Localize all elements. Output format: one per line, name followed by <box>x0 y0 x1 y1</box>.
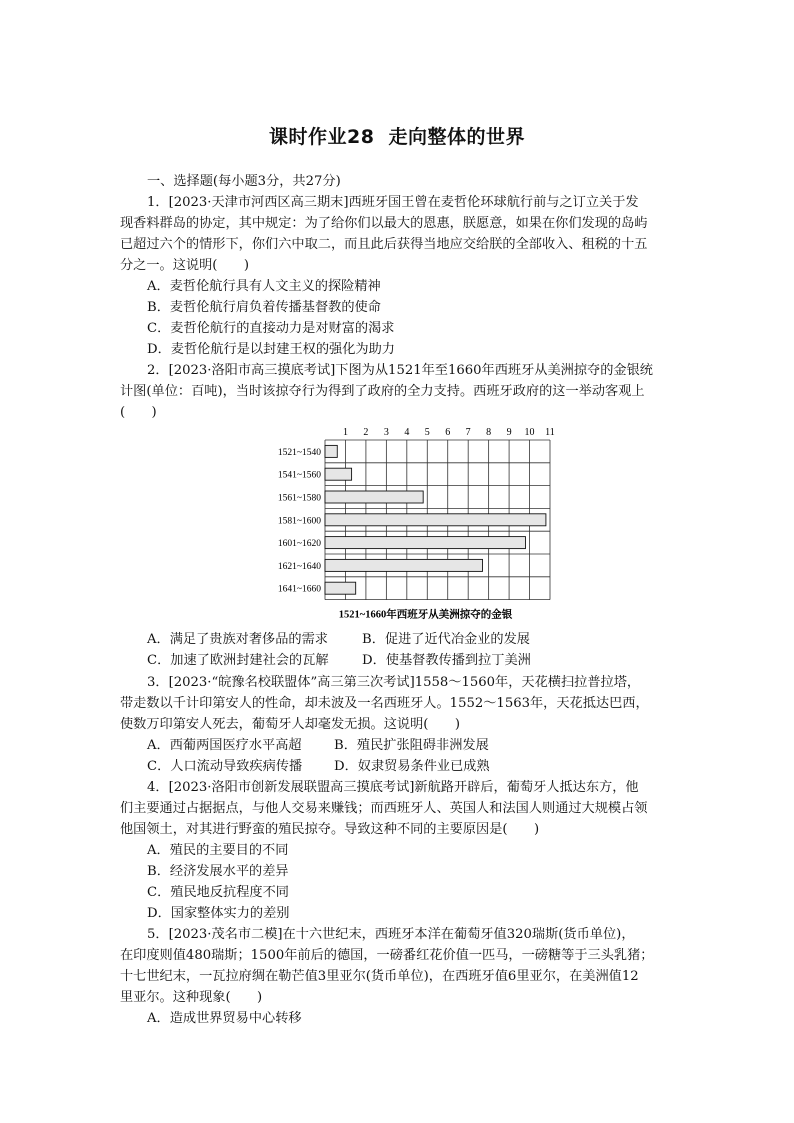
q1-option-d: D．麦哲伦航行是以封建王权的强化为助力 <box>147 342 395 357</box>
chart-x-tick-label: 5 <box>424 427 430 438</box>
q4-line: 们主要通过占据据点，与他人交易来赚钱；而西班牙人、英国人和法国人则通过大规模占领 <box>120 801 648 816</box>
chart-x-tick-label: 3 <box>383 427 389 438</box>
q2-option-a: A．满足了贵族对奢侈品的需求 <box>147 632 328 647</box>
q2-option-b: B．促进了近代冶金业的发展 <box>362 632 530 647</box>
q1-line: 现香料群岛的协定，其中规定：为了给你们以最大的恩惠，朕愿意，如果在你们发现的岛屿 <box>120 216 648 231</box>
q3-line: 带走数以千计印第安人的性命，却未波及一名西班牙人。1552～1563年，天花抵达巴西， <box>120 696 649 711</box>
chart-bar <box>325 514 546 526</box>
q4-option-c: C．殖民地反抗程度不同 <box>147 885 289 900</box>
chart-x-tick-label: 6 <box>445 427 451 438</box>
q3-line: 使数万印第安人死去，葡萄牙人却毫发无损。这说明( ) <box>120 717 460 732</box>
q1-option-a: A．麦哲伦航行具有人文主义的探险精神 <box>147 279 381 294</box>
chart-title: 1521~1660年西班牙从美洲掠夺的金银 <box>338 609 513 621</box>
chart-category-label: 1581~1600 <box>277 516 321 527</box>
q5-line: 十七世纪末，一瓦拉府绸在勒芒值3里亚尔(货币单位)，在西班牙值6里亚尔，在美洲值12 <box>120 969 639 984</box>
q2-option-c: C．加速了欧洲封建社会的瓦解 <box>147 653 329 668</box>
chart-category-label: 1541~1560 <box>277 470 321 481</box>
chart-x-tick-label: 1 <box>342 427 348 438</box>
chart-category-label: 1621~1640 <box>277 561 321 572</box>
title-topic: 走向整体的世界 <box>388 126 525 148</box>
chart-category-label: 1641~1660 <box>277 584 321 595</box>
chart-x-tick-label: 10 <box>524 427 535 438</box>
chart-bar <box>325 559 483 571</box>
q1-option-c: C．麦哲伦航行的直接动力是对财富的渴求 <box>147 321 395 336</box>
chart-x-tick-label: 2 <box>363 427 369 438</box>
chart-bar <box>325 445 337 457</box>
q3-line: 3．[2023·“皖豫名校联盟体”高三第三次考试]1558～1560年，天花横扫拉普拉塔， <box>147 675 641 690</box>
q2-line: 计图(单位：百吨)，当时该掠夺行为得到了政府的全力支持。西班牙政府的这一举动客观上 <box>120 384 645 399</box>
chart-bar <box>325 537 525 549</box>
section-header: 一、选择题(每小题3分，共27分) <box>147 174 341 189</box>
q3-option-d: D．奴隶贸易条件业已成熟 <box>334 759 490 774</box>
chart-bar <box>325 491 423 503</box>
chart-x-tick-label: 7 <box>465 427 471 438</box>
chart-category-label: 1521~1540 <box>277 447 321 458</box>
q4-line: 4．[2023·洛阳市创新发展联盟高三摸底考试]新航路开辟后，葡萄牙人抵达东方，他 <box>147 780 639 795</box>
chart-x-tick-label: 9 <box>506 427 512 438</box>
q5-line: 5．[2023·茂名市二模]在十六世纪末，西班牙本洋在葡萄牙值320瑞斯(货币单位)， <box>147 927 635 942</box>
q2-line: ( ) <box>120 405 157 420</box>
q1-option-b: B．麦哲伦航行肩负着传播基督教的使命 <box>147 300 381 315</box>
q2-line: 2．[2023·洛阳市高三摸底考试]下图为从1521年至1660年西班牙从美洲掠夺的金银统 <box>147 363 653 378</box>
q5-line: 里亚尔。这种现象( ) <box>120 990 263 1005</box>
q3-option-a: A．西葡两国医疗水平高超 <box>147 738 302 753</box>
chart-category-label: 1601~1620 <box>277 539 321 550</box>
chart-x-tick-label: 8 <box>486 427 492 438</box>
q4-option-a: A．殖民的主要目的不同 <box>147 843 289 858</box>
q4-line: 他国领土，对其进行野蛮的殖民掠夺。导致这种不同的主要原因是( ) <box>120 822 540 837</box>
page-title <box>0 122 794 149</box>
gold-silver-bar-chart <box>260 424 560 634</box>
chart-x-tick-label: 4 <box>404 427 410 438</box>
q4-option-b: B．经济发展水平的差异 <box>147 864 289 879</box>
chart-bar <box>325 582 356 594</box>
q5-line: 在印度则值480瑞斯；1500年前后的德国，一磅番红花价值一匹马，一磅糖等于三头乳猪； <box>120 948 654 963</box>
q1-line: 1．[2023·天津市河西区高三期末]西班牙国王曾在麦哲伦环球航行前与之订立关于发 <box>147 195 639 210</box>
q5-option-a: A．造成世界贸易中心转移 <box>147 1011 302 1026</box>
chart-x-tick-label: 11 <box>545 427 555 438</box>
q1-line: 分之一。这说明( ) <box>120 258 249 273</box>
title-lesson: 课时作业28 <box>269 126 375 148</box>
q3-option-b: B．殖民扩张阻碍非洲发展 <box>334 738 489 753</box>
chart-bar <box>325 468 352 480</box>
q2-option-d: D．使基督教传播到拉丁美洲 <box>362 653 531 668</box>
q4-option-d: D．国家整体实力的差别 <box>147 906 290 921</box>
chart-category-label: 1561~1580 <box>277 493 321 504</box>
q3-option-c: C．人口流动导致疾病传播 <box>147 759 303 774</box>
q1-line: 已超过六个的情形下，你们六中取二，而且此后获得当地应交给朕的全部收入、租税的十五 <box>120 237 648 252</box>
